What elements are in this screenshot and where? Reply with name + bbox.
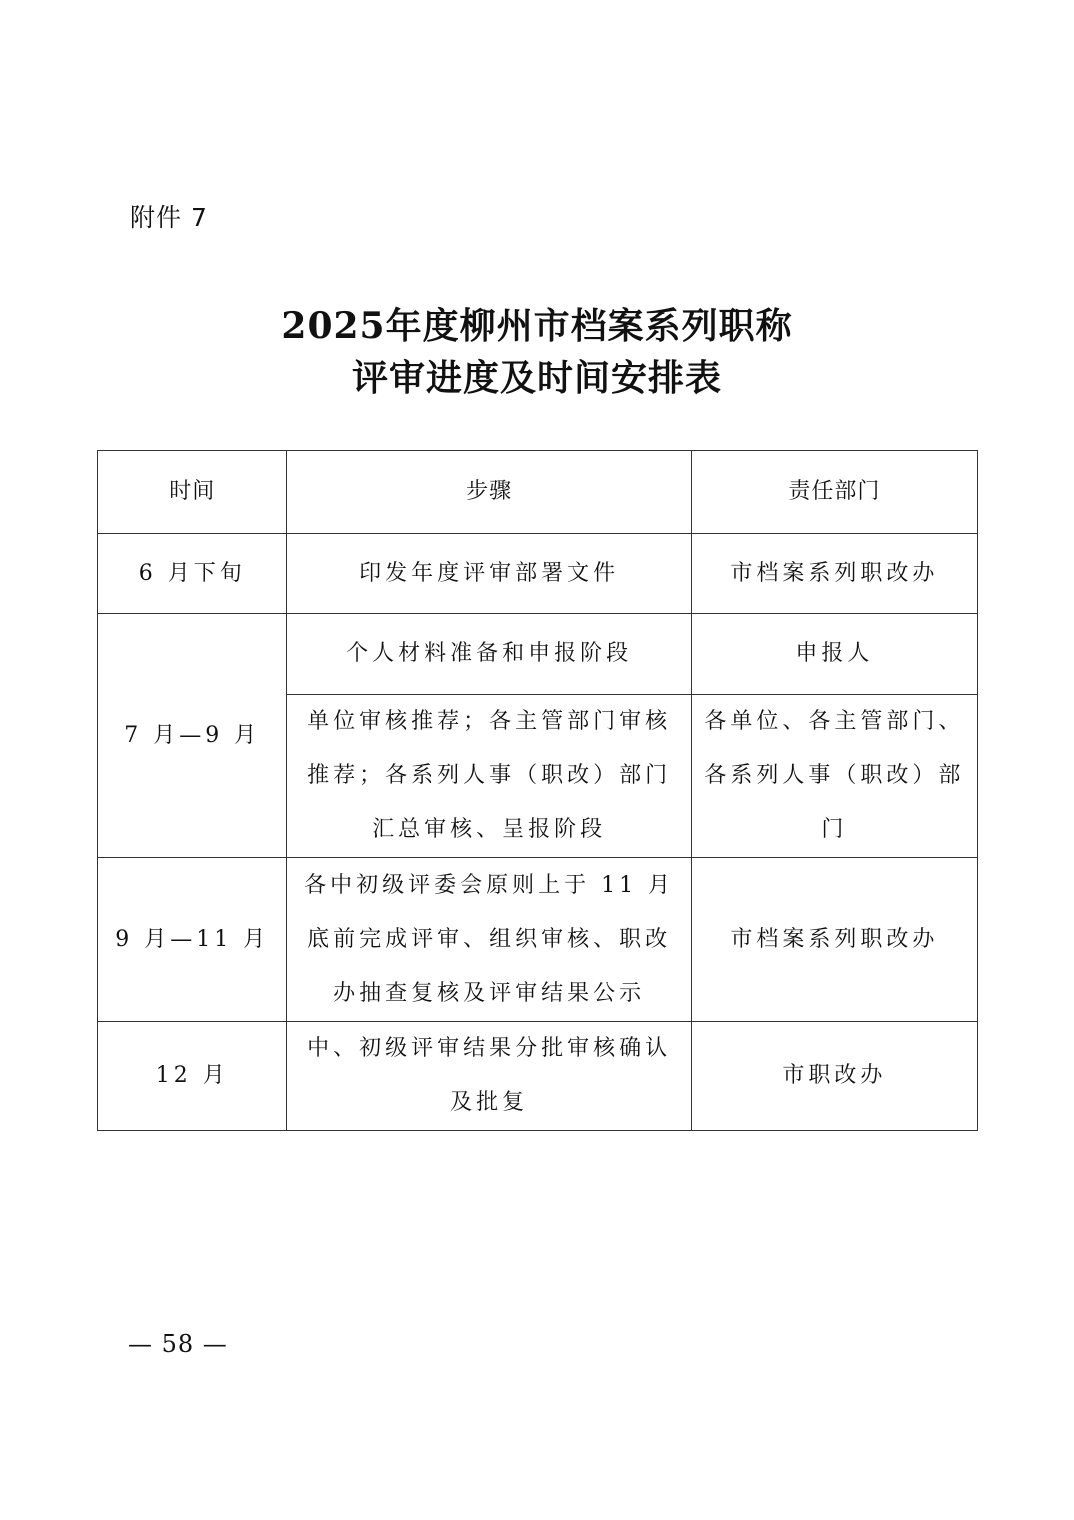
cell-time: 9 月—11 月 — [98, 858, 287, 1022]
cell-step: 各中初级评委会原则上于 11 月底前完成评审、组织审核、职改办抽查复核及评审结果公示 — [287, 858, 691, 1022]
table-row — [98, 534, 978, 614]
cell-step: 个人材料准备和申报阶段 — [287, 614, 691, 695]
schedule-table — [97, 450, 978, 1131]
cell-dept: 市档案系列职改办 — [691, 534, 977, 614]
cell-time: 7 月—9 月 — [98, 614, 287, 858]
header-step: 步骤 — [287, 451, 691, 534]
table-row — [98, 1022, 978, 1131]
table-row — [98, 858, 978, 1022]
table-row — [98, 614, 978, 695]
cell-step: 中、初级评审结果分批审核确认及批复 — [287, 1022, 691, 1131]
cell-dept: 市档案系列职改办 — [691, 858, 977, 1022]
attachment-label: 附件 7 — [130, 203, 208, 232]
cell-dept: 申报人 — [691, 614, 977, 695]
cell-step: 印发年度评审部署文件 — [287, 534, 691, 614]
table-header-row — [98, 451, 978, 534]
cell-time: 12 月 — [98, 1022, 287, 1131]
cell-dept: 各单位、各主管部门、各系列人事（职改）部门 — [691, 695, 977, 858]
header-time: 时间 — [98, 451, 287, 534]
cell-dept: 市职改办 — [691, 1022, 977, 1131]
cell-step: 单位审核推荐；各主管部门审核推荐；各系列人事（职改）部门汇总审核、呈报阶段 — [287, 695, 691, 858]
document-title-line2: 评审进度及时间安排表 — [351, 357, 722, 399]
cell-time: 6 月下旬 — [98, 534, 287, 614]
document-title-line1: 2025年度柳州市档案系列职称 — [281, 305, 793, 347]
page-number: — 58 — — [128, 1330, 228, 1358]
header-dept: 责任部门 — [691, 451, 977, 534]
